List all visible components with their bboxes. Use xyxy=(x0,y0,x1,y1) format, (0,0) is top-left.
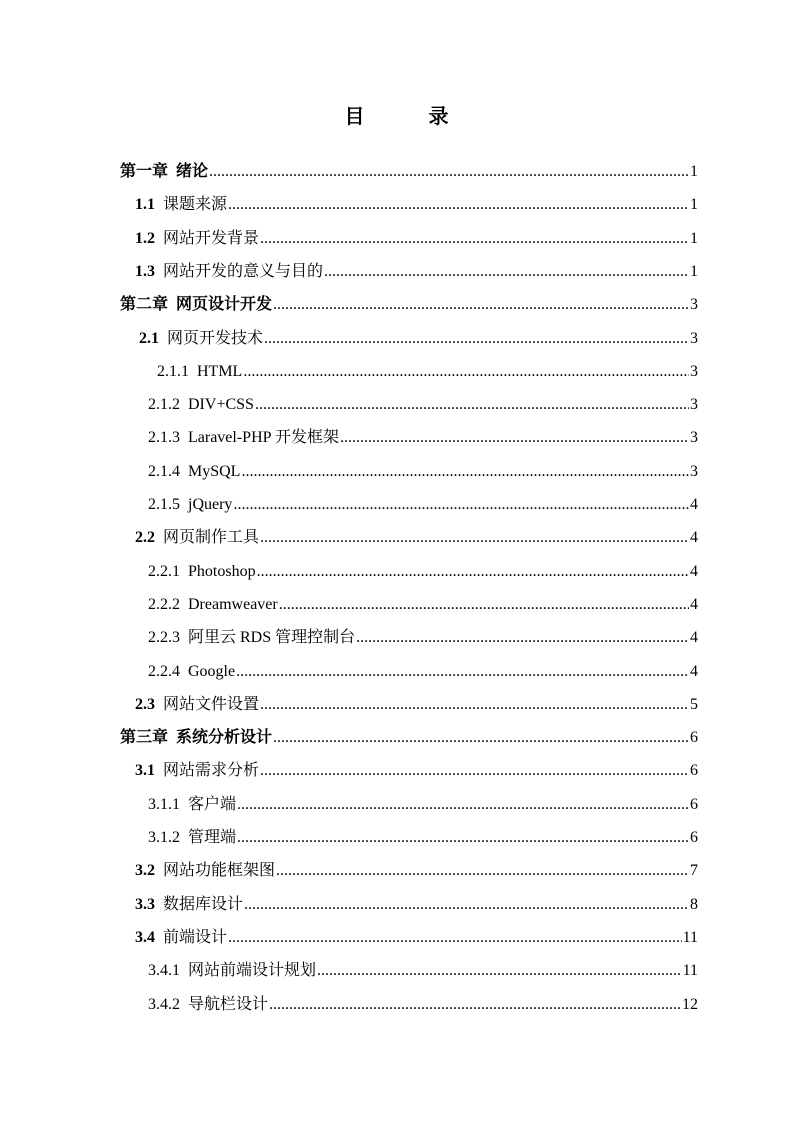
dot-leader xyxy=(264,329,689,349)
toc-entry-number: 第一章 xyxy=(120,163,169,180)
toc-entry[interactable] xyxy=(0,857,793,881)
toc-entry-title: 数据库设计 xyxy=(163,895,244,913)
toc-entry-page: 3 xyxy=(690,296,698,314)
toc-entry-number: 3.2 xyxy=(135,862,155,880)
toc-entry-title: MySQL xyxy=(188,462,241,480)
toc-entry[interactable] xyxy=(0,458,793,482)
dot-leader xyxy=(243,362,689,382)
toc-entry-number: 2.1 xyxy=(139,329,159,347)
toc-entry-title: Dreamweaver xyxy=(188,595,278,613)
toc-entry-page: 12 xyxy=(682,995,698,1013)
toc-entry-title: 阿里云 RDS 管理控制台 xyxy=(188,629,356,647)
dot-leader xyxy=(260,229,689,249)
toc-entry[interactable] xyxy=(0,757,793,781)
toc-entry-number: 2.2.2 xyxy=(148,595,180,613)
toc-entry-page: 5 xyxy=(690,695,698,713)
toc-entry-number: 2.3 xyxy=(135,695,155,713)
dot-leader xyxy=(255,395,689,415)
dot-leader xyxy=(324,262,689,282)
dot-leader xyxy=(273,295,689,315)
toc-entry[interactable] xyxy=(0,924,793,948)
toc-entry-title: Photoshop xyxy=(188,562,256,580)
toc-entry[interactable] xyxy=(0,424,793,448)
toc-entry-title: 网站需求分析 xyxy=(163,762,260,780)
toc-entry-title: 网页制作工具 xyxy=(163,529,260,547)
toc-entry-page: 3 xyxy=(690,462,698,480)
toc-entry-number: 第二章 xyxy=(120,296,169,314)
dot-leader xyxy=(233,495,689,515)
toc-entry[interactable] xyxy=(0,824,793,848)
toc-entry[interactable] xyxy=(0,158,793,182)
toc-entry-page: 3 xyxy=(690,362,698,380)
dot-leader xyxy=(257,562,689,582)
toc-entry-page: 6 xyxy=(690,795,698,813)
dot-leader xyxy=(279,595,689,615)
toc-entry-title: 导航栏设计 xyxy=(188,995,269,1013)
toc-entry-title: 网站功能框架图 xyxy=(163,862,276,880)
toc-entry-title: 管理端 xyxy=(188,829,237,846)
toc-entry-number: 1.2 xyxy=(135,229,155,247)
dot-leader xyxy=(241,462,689,482)
dot-leader xyxy=(209,162,689,182)
dot-leader xyxy=(317,961,682,981)
toc-entry-title: Laravel-PHP 开发框架 xyxy=(188,429,339,447)
toc-entry-number: 3.3 xyxy=(135,895,155,913)
toc-entry-page: 11 xyxy=(682,928,698,946)
toc-entry-title: 网站文件设置 xyxy=(163,695,260,713)
dot-leader xyxy=(356,628,689,648)
dot-leader xyxy=(260,695,689,715)
toc-entry-title: 课题来源 xyxy=(163,196,228,214)
toc-entry-page: 1 xyxy=(690,262,698,280)
toc-entry-page: 3 xyxy=(690,396,698,414)
toc-entry[interactable] xyxy=(0,191,793,215)
toc-entry-title: 客户端 xyxy=(188,795,237,813)
toc-entry-number: 3.4 xyxy=(135,928,155,946)
dot-leader xyxy=(340,428,689,448)
toc-entry-number: 3.4.1 xyxy=(148,962,180,980)
toc-entry-page: 4 xyxy=(690,562,698,580)
toc-entry-number: 1.3 xyxy=(135,262,155,280)
dot-leader xyxy=(237,795,689,815)
dot-leader xyxy=(273,728,689,748)
toc-entry-number: 3.1.2 xyxy=(148,829,180,846)
toc-entry-title: 前端设计 xyxy=(163,928,228,946)
dot-leader xyxy=(260,761,689,781)
toc-entry[interactable] xyxy=(0,691,793,715)
toc-entry-number: 2.2.1 xyxy=(148,562,180,580)
toc-entry-page: 6 xyxy=(690,829,698,846)
toc-entry-page: 6 xyxy=(690,762,698,780)
toc-entry-number: 2.1.4 xyxy=(148,462,180,480)
toc-entry-page: 1 xyxy=(690,163,698,180)
toc-entry-number: 2.2.4 xyxy=(148,662,180,680)
toc-entry-page: 8 xyxy=(690,895,698,913)
toc-entry[interactable] xyxy=(0,391,793,415)
toc-entry-number: 2.1.5 xyxy=(148,496,180,513)
dot-leader xyxy=(237,828,689,848)
toc-entry-number: 1.1 xyxy=(135,196,155,214)
toc-entry-title: 网页设计开发 xyxy=(176,296,273,314)
toc-entry[interactable] xyxy=(0,358,793,382)
dot-leader xyxy=(276,861,689,881)
toc-entry[interactable] xyxy=(0,791,793,815)
toc-entry[interactable] xyxy=(0,225,793,249)
toc-entry[interactable] xyxy=(0,558,793,582)
toc-entry-number: 3.1 xyxy=(135,762,155,780)
dot-leader xyxy=(269,995,681,1015)
toc-entry-page: 4 xyxy=(690,595,698,613)
toc-entry-number: 2.2.3 xyxy=(148,629,180,647)
toc-entry-page: 6 xyxy=(690,729,698,747)
dot-leader xyxy=(244,895,689,915)
toc-title: 目 录 xyxy=(344,106,471,128)
toc-entry-title: jQuery xyxy=(188,496,233,513)
dot-leader xyxy=(228,928,682,948)
toc-entry-number: 2.1.2 xyxy=(148,396,180,414)
toc-entry-page: 11 xyxy=(682,962,698,980)
toc-entry-page: 4 xyxy=(690,629,698,647)
toc-entry-page: 7 xyxy=(690,862,698,880)
dot-leader xyxy=(236,662,689,682)
toc-entry-number: 2.2 xyxy=(135,529,155,547)
toc-entry-page: 1 xyxy=(690,196,698,214)
toc-entry[interactable] xyxy=(0,491,793,515)
toc-entry-page: 4 xyxy=(690,662,698,680)
toc-entry-page: 1 xyxy=(690,229,698,247)
toc-entry-number: 第三章 xyxy=(120,729,169,747)
toc-entry-title: HTML xyxy=(197,362,243,380)
toc-entry[interactable] xyxy=(0,624,793,648)
dot-leader xyxy=(228,195,689,215)
toc-entry-title: 网站开发的意义与目的 xyxy=(163,262,324,280)
toc-entry-page: 3 xyxy=(690,429,698,447)
toc-entry[interactable] xyxy=(0,591,793,615)
toc-entry-number: 2.1.3 xyxy=(148,429,180,447)
toc-entry[interactable] xyxy=(0,524,793,548)
toc-entry-page: 3 xyxy=(690,329,698,347)
toc-entry[interactable] xyxy=(0,658,793,682)
toc-entry-number: 3.1.1 xyxy=(148,795,180,813)
toc-entry-title: 网页开发技术 xyxy=(167,329,264,347)
toc-entry[interactable] xyxy=(0,991,793,1015)
dot-leader xyxy=(260,528,689,548)
toc-entry[interactable] xyxy=(0,258,793,282)
toc-entry-number: 2.1.1 xyxy=(157,362,189,380)
toc-entry[interactable] xyxy=(0,724,793,748)
toc-entry[interactable] xyxy=(0,957,793,981)
toc-entry-page: 4 xyxy=(690,496,698,513)
toc-entry-title: DIV+CSS xyxy=(188,396,254,414)
toc-entry[interactable] xyxy=(0,291,793,315)
toc-entry-title: 网站开发背景 xyxy=(163,229,260,247)
toc-entry-title: 绪论 xyxy=(176,163,209,180)
toc-entry-title: Google xyxy=(188,662,236,680)
toc-entry-number: 3.4.2 xyxy=(148,995,180,1013)
toc-entry[interactable] xyxy=(0,325,793,349)
toc-entry-page: 4 xyxy=(690,529,698,547)
toc-entry[interactable] xyxy=(0,891,793,915)
toc-entry-title: 网站前端设计规划 xyxy=(188,962,317,980)
toc-entry-title: 系统分析设计 xyxy=(176,729,273,747)
